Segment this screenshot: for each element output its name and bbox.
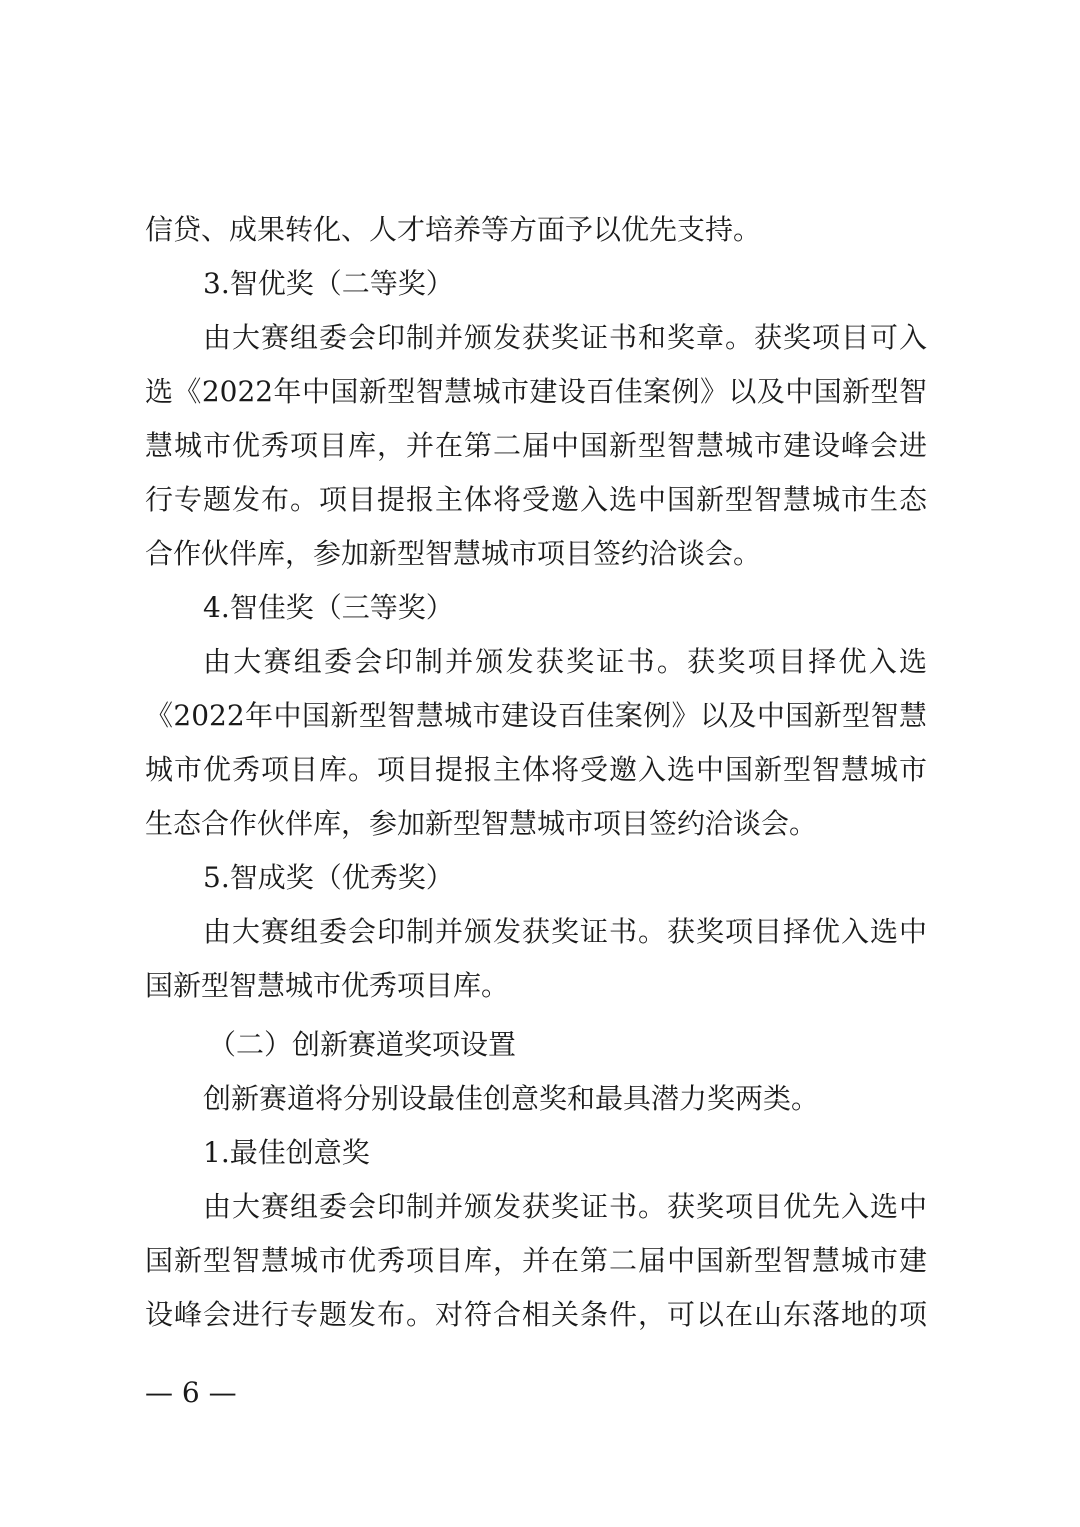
page-number: — 6 — (145, 1376, 237, 1409)
body-text-line: 由大赛组委会印制并颁发获奖证书。获奖项目择优入选 (203, 645, 927, 678)
body-text-line: 行专题发布。项目提报主体将受邀入选中国新型智慧城市生态 (145, 483, 927, 516)
body-text-line: 设峰会进行专题发布。对符合相关条件，可以在山东落地的项 (145, 1298, 927, 1331)
body-text-line: 选《2022年中国新型智慧城市建设百佳案例》以及中国新型智 (145, 375, 927, 408)
section-heading-innovation-track: （二）创新赛道奖项设置 (208, 1028, 517, 1061)
section-heading-best-creative-award: 1.最佳创意奖 (203, 1136, 370, 1169)
body-text-line: 由大赛组委会印制并颁发获奖证书和奖章。获奖项目可入 (203, 321, 927, 354)
section-heading-zhicheng-award: 5.智成奖（优秀奖） (203, 861, 454, 894)
body-text-line: 合作伙伴库，参加新型智慧城市项目签约洽谈会。 (145, 537, 762, 570)
body-text-line: 国新型智慧城市优秀项目库。 (145, 969, 510, 1002)
body-text-line: 慧城市优秀项目库，并在第二届中国新型智慧城市建设峰会进 (145, 429, 927, 462)
section-heading-zhiyou-award: 3.智优奖（二等奖） (203, 267, 454, 300)
body-text-line: 信贷、成果转化、人才培养等方面予以优先支持。 (145, 213, 762, 246)
section-heading-zhijia-award: 4.智佳奖（三等奖） (203, 591, 454, 624)
body-text-line: 由大赛组委会印制并颁发获奖证书。获奖项目优先入选中 (203, 1190, 927, 1223)
body-text-line: 生态合作伙伴库，参加新型智慧城市项目签约洽谈会。 (145, 807, 818, 840)
body-text-line: 创新赛道将分别设最佳创意奖和最具潜力奖两类。 (203, 1082, 820, 1115)
body-text-line: 城市优秀项目库。项目提报主体将受邀入选中国新型智慧城市 (145, 753, 927, 786)
body-text-line: 《2022年中国新型智慧城市建设百佳案例》以及中国新型智慧 (145, 699, 927, 732)
body-text-line: 国新型智慧城市优秀项目库，并在第二届中国新型智慧城市建 (145, 1244, 927, 1277)
body-text-line: 由大赛组委会印制并颁发获奖证书。获奖项目择优入选中 (203, 915, 927, 948)
